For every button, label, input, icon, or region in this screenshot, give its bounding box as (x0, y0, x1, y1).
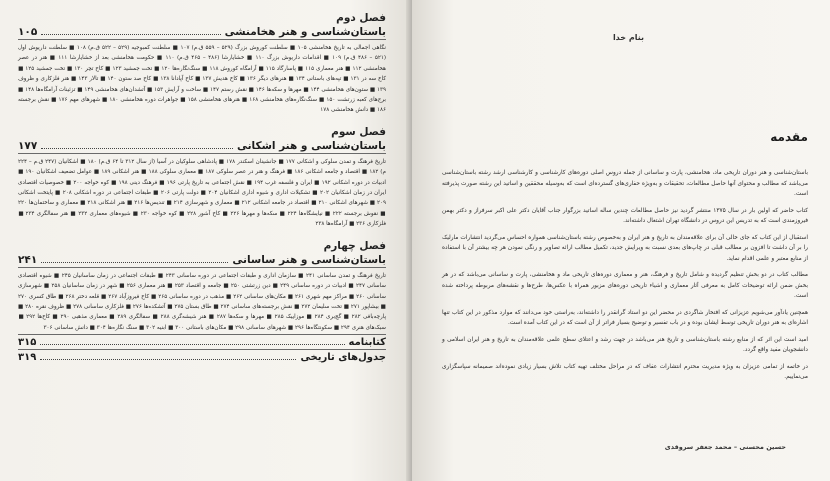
bibliography-label: کتابنامه (348, 337, 386, 349)
intro-paragraph: مطالب کتاب در دو بخش تنظیم گردیده و شامل تاریخ و فرهنگ، هنر و معماری دوره‌های تاریخی ماد و هخامنشی، پارت و ساسانی می‌باشد که در هر بخش ضمن ارائه توضیحات کامل به معرفی آثار معماری و اشیاء تاریخی دوره‌های مزبور همراه با عکس‌ها، طرح‌ها و نقشه‌های مربوطه پرداخته شده است. (442, 272, 808, 299)
intro-page (412, 0, 830, 481)
chapter-label: فصل دوم (336, 12, 386, 24)
timeline-label: جدول‌های تاریخی (300, 352, 386, 364)
intro-paragraph: امید است این اثر که از منابع رشته باستان‌شناسی و تاریخ هنر می‌باشد در جهت رشد و اعتلای سطح علمی علاقه‌مندان به تاریخ و هنر ایران اسلامی و دانشجویان مفید واقع گردد. (442, 336, 808, 353)
author-signature: حسین محسنی – محمد جعفر سروقدی (664, 443, 786, 451)
intro-paragraph: کتاب حاضر که اولین بار در سال ۱۳۷۵ منتشر گردید نیز حاصل مطالعات چندین ساله اساتید بزرگوار جناب آقایان دکتر علی اکبر سرفراز و دکتر بهمن فیروزمندی است که به تدریس این دروس در دانشگاه تهران اشتغال داشته‌اند. (442, 207, 808, 224)
chapter-entries: تاریخ فرهنگ و تمدن سلوکی و اشکانی ۱۷۷ ■ جانشینان اسکندر ۱۷۸ ■ پادشاهی سلوکیان در آسیا (از سال ۳۱۲ تا ۶۴ ق.م) ۱۸۰ ■ اشکانیان (۲۴۷ ق.م – ۲۲۴ م) ۱۸۲ ■ اقتصاد و جامعه اشکانی ۱۸۶ ■ فرهنگ و هنر در عصر سلوکی ۱۸۷ ■ معماری سلوکی ۱۸۸ ■ هنر اشکانی ۱۸۹ ■ عوامل تضعیف اشکانیان ۱۹۰ ■ ادبیات در دوره اشکانی ۱۹۲ ■ ایران و فلسفه غرب ۱۹۴ ■ نقش اجتماعی به تاریخ پارتی ۱۹۶ ■ فرهنگ دینی ۱۹۸ ■ کوه خواجه ۲۰۰ ■ خصوصیات اقتصادی ایران در زمان اشکانیان ۲۰۲ ■ تشکیلات اداری و شیوه اداری اشکانیان ۲۰۴ ■ دولت پارتی ۲۰۶ ■ طبقات اجتماعی در دوره اشکانی ۲۰۸ ■ پایتخت اشکانی ۲۰۹ ■ شهرهای اشکانی ۲۱۰ ■ اقتصاد در جامعه اشکانی ۲۱۲ ■ معماری و شهرسازی ۲۱۴ ■ تندیس‌ها ۲۱۶ ■ هنر اشکانی ۲۱۸ ■ معماری و ساختمان‌ها ۲۲۰ ■ نقوش برجسته ۲۲۲ ■ نیایشگاه‌ها ۲۲۴ ■ سکه‌ها و مهرها ۲۲۶ ■ کاخ آشور ۲۲۸ ■ کوه خواجه ۲۳۰ ■ شیوه‌های معماری ۲۳۲ ■ هنر سفالگری ۲۳۴ ■ فلزکاری ۲۳۶ ■ آرامگاه‌ها ۲۳۸ (18, 158, 387, 228)
intro-paragraph: همچنین یادآور می‌شویم عزیزانی که افتخار شاگردی در محضر این دو استاد گرانقدر را داشته‌اند، به‌راستی خود می‌دانند که موارد مذکور در این کتاب تنها اشاره‌ای به هنر دوران تاریخی توسط ایشان بوده و در باب تفسیر و توضیح بسیار فراتر از آن است که در این کتاب آمده است. (442, 309, 808, 326)
chapter-entries: نگاهی اجمالی به تاریخ هخامنشی ۱۰۵ ■ سلطنت کوروش بزرگ (۵۲۹ – ۵۵۹ ق.م) ۱۰۷ ■ سلطنت کمبوجیه (۵۲۹ – ۵۲۲ ق.م) ۱۰۸ ■ سلطنت داریوش اول (۵۲۱ – ۴۸۶ ق.م) ۱۰۹ ■ اقدامات داریوش بزرگ ۱۱۰ ■ خشایارشا (۴۸۶ – ۴۶۵ ق.م) ۱۱۰ ■ حکومت هخامنشی بعد از خشایارشا ۱۱۱ ■ هنر در عصر هخامنشی ۱۱۲ ■ هنر معماری ۱۱۵ ■ پاسارگاد ۱۱۵ ■ آرامگاه کوروش ۱۱۸ ■ سنگ‌نگاره‌ها ۱۲۰ ■ تخت جمشید ۱۲۳ ■ کاخ تچر ۱۳۰ ■ تخت جمشید ۱۲۵ ■ کاخ سه در ۱۳۱ ■ تپه‌های باستانی ۱۳۴ ■ هنرهای دیگر ۱۳۶ ■ کاخ هدیش ۱۳۷ ■ کاخ آپادانا ۱۳۸ ■ کاخ صد ستون ۱۴۰ ■ تالار ۱۴۳ ■ هنر فلزکاری و ظروف ۱۳۹ ■ ستون‌های هخامنشی ۱۴۴ ■ مهرها و سکه‌ها ۱۴۶ ■ نقش رستم ۱۴۷ ■ ساخت و آرایش ۱۵۳ ■ آتشدان‌های هخامنشی ۱۴۹ ■ تزئینات آرامگاه‌ها ۱۴۸ ■ برج‌های کعبه زرتشت ۱۵۰ ■ سنگ‌نگاره‌های هخامنشی ۱۶۸ ■ هنرهای هخامنشی ۱۵۸ ■ جواهرات دوره هخامنشی ۱۸۰ ■ شهرهای مهم ۱۷۶ ■ نقش برجسته ۱۸۶ ■ دانش هخامنشی ۱۷۸ (18, 45, 387, 114)
chapter-page-number: ۱۷۷ (18, 139, 38, 152)
leader-dots (41, 148, 233, 149)
intro-heading: مقدمه (770, 130, 808, 144)
leader-dots (41, 262, 228, 263)
chapter-entries: تاریخ فرهنگ و تمدن ساسانی ۲۴۱ ■ سازمان اداری و طبقات اجتماعی در دوره ساسانی ۲۴۳ ■ طبقات اجتماعی در زمان ساسانیان ۲۴۵ ■ شیوه اقتصادی ساسانی ۲۴۷ ■ ادبیات در دوره ساسانی ۲۴۹ ■ دین زرتشتی ۲۵۰ ■ جامعه و اقتصاد ۲۵۳ ■ هنر معماری ۲۵۶ ■ شهر در زمان ساسانیان ۲۵۸ ■ شهرسازی ساسانی ۲۶۰ ■ مراکز مهم شهری ۲۶۱ ■ مکان‌های ساسانی ۲۶۲ ■ مذهب در دوره ساسانی ۲۶۵ ■ کاخ فیروزآباد ۲۶۷ ■ قلعه دختر ۲۶۸ ■ طاق کسری ۲۷۰ ■ بیشاپور ۲۷۱ ■ تخت سلیمان ۲۷۲ ■ نقش برجسته‌های ساسانی ۲۷۴ ■ طاق بستان ۲۷۵ ■ آتشکده‌ها ۲۷۶ ■ فلزکاری ساسانی ۲۷۸ ■ ظروف نقره ۲۸۰ ■ پارچه‌بافی ۲۸۲ ■ گچ‌بری ۲۸۴ ■ موزاییک ۲۸۵ ■ مهرها و سکه‌ها ۲۸۷ ■ هنر شیشه‌گری ۲۸۸ ■ سفالگری ۲۸۹ ■ معماری مذهبی ۲۹۰ ■ کاخ‌ها ۲۹۲ ■ سبک‌های هنری ۲۹۴ ■ سکونتگاه‌ها ۲۹۶ ■ شهرهای ساسانی ۲۹۸ ■ مکان‌های باستانی ۳۰۰ ■ ابنیه ۳۰۲ ■ سنگ نگاره‌ها ۳۰۴ ■ دانش ساسانی ۳۰۶ (18, 272, 386, 331)
toc-chapter-2 (18, 12, 386, 116)
toc-page (0, 0, 412, 481)
leader-dots (40, 359, 296, 360)
chapter-label: فصل سوم (331, 125, 386, 138)
chapter-title: باستان‌شناسی و هنر ساسانی (232, 253, 386, 266)
chapter-title-row (18, 254, 386, 268)
chapter-title: باستان‌شناسی و هنر اشکانی (236, 139, 386, 152)
intro-paragraph: باستان‌شناسی و هنر دوران تاریخی ماد، هخامنشی، پارت و ساسانی از جمله دروس اصلی دوره‌های کارشناسی و کارشناسی ارشد رشته باستان‌شناسی می‌باشد که مطالب و محتوای آنها حاصل مطالعات، تحقیقات و به‌ویژه حفاری‌های گسترده‌ای است که به‌وسیله محققین و اساتید این رشته صورت پذیرفته است. (442, 170, 808, 197)
toc-bibliography (18, 334, 386, 348)
chapter-title: باستان‌شناسی و هنر هخامنشی (224, 26, 386, 38)
timeline-page-number: ۳۱۹ (18, 352, 37, 364)
intro-paragraph: در خاتمه از تمامی عزیزان به ویژه مدیریت محترم انتشارات عفاف که در مراحل مختلف تهیه کتاب تلاش بسیار زیادی نموده‌اند صمیمانه سپاسگزاری می‌نماییم. (442, 363, 808, 380)
chapter-label: فصل چهارم (323, 239, 386, 252)
toc-timeline (18, 349, 386, 363)
chapter-page-number: ۲۴۱ (18, 253, 38, 266)
leader-dots (40, 344, 344, 345)
bibliography-page-number: ۳۱۵ (18, 337, 37, 349)
chapter-title-row (18, 26, 386, 40)
leader-dots (41, 34, 220, 35)
toc-chapter-3 (18, 126, 386, 230)
intro-paragraph: استقبال از این کتاب که جای خالی آن برای علاقه‌مندان به تاریخ و هنر ایران و به‌خصوص رشته باستان‌شناسی همواره احساس می‌گردید انتشارات مارلیک را بر آن داشت تا افزون بر مطالب قبلی در چاپ‌های بعدی نسبت به ویرایش جدید، تکمیل مطالب ارائه تصاویر و رنگی نمودن هر چه بیشتر آن با استفاده از منابع معتبر و علمی اقدام نماید. (442, 234, 808, 262)
basmala: بنام خدا (612, 33, 644, 42)
chapter-title-row (18, 140, 386, 154)
toc-chapter-4 (18, 240, 386, 363)
intro-body (442, 168, 808, 389)
chapter-page-number: ۱۰۵ (18, 26, 38, 38)
